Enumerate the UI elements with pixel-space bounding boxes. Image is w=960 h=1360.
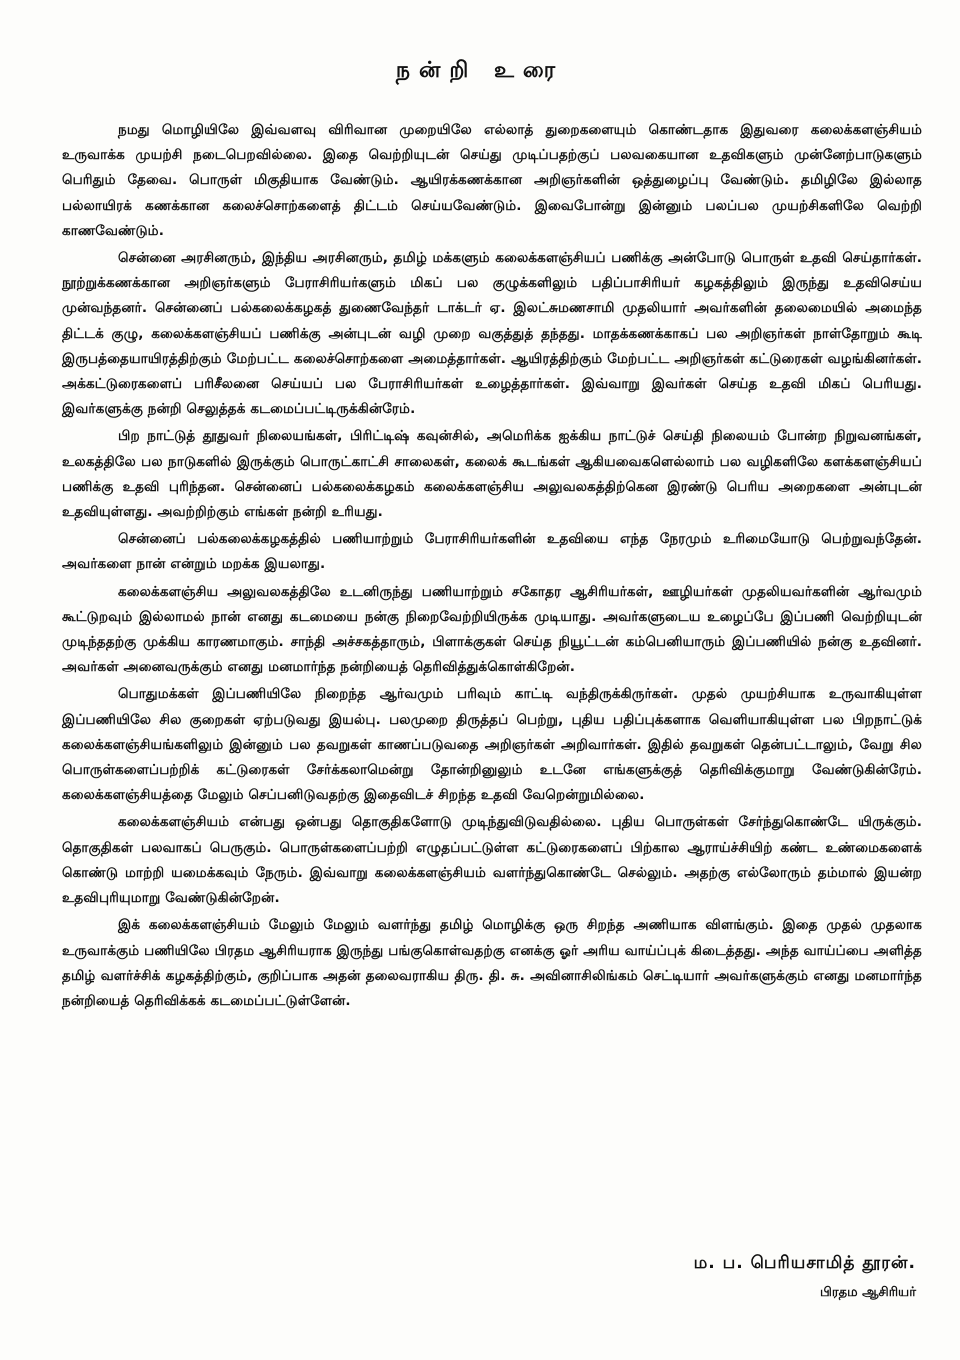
paragraph-2: சென்னை அரசினரும், இந்திய அரசினரும், தமிழ் மக்களும் கலைக்களஞ்சியப் பணிக்கு அன்போடு பொருள் உதவி செய்தார்கள். நூற்றுக்கணக்கான அறிஞர்களும் பேராசிரியர்களும் மிகப் பல குழுக்களிலும் பதிப்பாசிரியர் கழகத்திலும் இருந்து உதவிசெய்ய முன்வந்தனர். சென்னைப் பல்கலைக்கழகத் துணைவேந்தர் டாக்டர் ஏ. இலட்சுமணசாமி முதலியார் அவர்களின் தலைமையில் அமைந்த திட்டக் குழு, கலைக்களஞ்சியப் பணிக்கு அன்புடன் வழி முறை வகுத்துத் தந்தது. மாதக்கணக்காகப் பல அறிஞர்கள் நாள்தோறும் கூடி இருபத்தையாயிரத்திற்கும் மேற்பட்ட கலைச்சொற்களை அமைத்தார்கள். ஆயிரத்திற்கும் மேற்பட்ட அறிஞர்கள் கட்டுரைகள் வழங்கினர்கள். அக்கட்டுரைகளைப் பரிசீலனை செய்யப் பல பேராசிரியர்கள் உழைத்தார்கள். இவ்வாறு இவர்கள் செய்த உதவி மிகப் பெரியது. இவர்களுக்கு நன்றி செலுத்தக் கடமைப்பட்டிருக்கின்ரேம். [62,250,922,418]
paragraph-3: பிற நாட்டுத் தூதுவர் நிலையங்கள், பிரிட்டிஷ் கவுன்சில், அமெரிக்க ஐக்கிய நாட்டுச் செய்தி நிலையம் போன்ற நிறுவனங்கள், உலகத்திலே பல நாடுகளில் இருக்கும் பொருட்காட்சி சாலைகள், கலைக் கூடங்கள் ஆகியவைகளெல்லாம் பல வழிகளிலே களக்களஞ்சியப் பணிக்கு உதவி புரிந்தன. சென்னைப் பல்கலைக்கழகம் கலைக்களஞ்சிய அலுவலகத்திற்கென இரண்டு பெரிய அறைகளை அன்புடன் உதவியுள்ளது. அவற்றிற்கும் எங்கள் நன்றி உரியது. [62,428,922,521]
paragraph-5: கலைக்களஞ்சிய அலுவலகத்திலே உடனிருந்து பணியாற்றும் சகோதர ஆசிரியர்கள், ஊழியர்கள் முதலியவர்களின் ஆர்வமும் கூட்டுறவும் இல்லாமல் நான் எனது கடமையை நன்கு நிறைவேற்றியிருக்க முடியாது. அவர்களுடைய உழைப்பே இப்பணி வெற்றியுடன் முடிந்ததற்கு முக்கிய காரணமாகும். சாந்தி அச்சகத்தாரும், பிளாக்குகள் செய்த நியூட்டன் கம்பெனியாரும் இப்பணியில் நன்கு உதவினர். அவர்கள் அனைவருக்கும் எனது மனமார்ந்த நன்றியைத் தெரிவித்துக்கொள்கிறேன். [62,583,922,676]
paragraph-7: கலைக்களஞ்சியம் என்பது ஒன்பது தொகுதிகளோடு முடிந்துவிடுவதில்லை. புதிய பொருள்கள் சேர்ந்துகொண்டே யிருக்கும். தொகுதிகள் பலவாகப் பெருகும். பொருள்களைப்பற்றி எழுதப்பட்டுள்ள கட்டுரைகளைப் பிற்கால ஆராய்ச்சியிற் கண்ட உண்மைகளைக் கொண்டு மாற்றி யமைக்கவும் நேரும். இவ்வாறு கலைக்களஞ்சியம் வளர்ந்துகொண்டே செல்லும். அதற்கு எல்லோரும் தம்மால் இயன்ற உதவிபுரியுமாறு வேண்டுகின்றேன். [62,814,922,907]
signature-role: பிரதம ஆசிரியர் [820,1285,916,1300]
paragraph-6: பொதுமக்கள் இப்பணியிலே நிறைந்த ஆர்வமும் பரிவும் காட்டி வந்திருக்கிருர்கள். முதல் முயற்சியாக உருவாகியுள்ள இப்பணியிலே சில குறைகள் ஏற்படுவது இயல்பு. பலமுறை திருத்தப் பெற்று, புதிய பதிப்புக்களாக வெளியாகியுள்ள பல பிறநாட்டுக் கலைக்களஞ்சியங்களிலும் இன்னும் பல தவறுகள் காணப்படுவதை அறிஞர்கள் அறிவார்கள். இதில் தவறுகள் தென்பட்டாலும், வேறு சில பொருள்களைப்பற்றிக் கட்டுரைகள் சேர்க்கலாமென்று தோன்றினுலும் உடனே எங்களுக்குத் தெரிவிக்குமாறு வேண்டுகின்ரேம். கலைக்களஞ்சியத்தை மேலும் செப்பனிடுவதற்கு இதைவிடச் சிறந்த உதவி வேறென்றுமில்லை. [62,686,922,804]
page-title: நன்றி உரை [395,58,565,83]
body-text [62,118,922,1016]
paragraph-8: இக் கலைக்களஞ்சியம் மேலும் மேலும் வளர்ந்து தமிழ் மொழிக்கு ஒரு சிறந்த அணியாக விளங்கும். இதை முதல் முதலாக உருவாக்கும் பணியிலே பிரதம ஆசிரியராக இருந்து பங்குகொள்வதற்கு எனக்கு ஓர் அரிய வாய்ப்புக் கிடைத்தது. அந்த வாய்ப்பை அளித்த தமிழ் வளர்ச்சிக் கழகத்திற்கும், குறிப்பாக அதன் தலைவராகிய திரு. தி. சு. அவினாசிலிங்கம் செட்டியார் அவர்களுக்கும் எனது மனமார்ந்த நன்றியைத் தெரிவிக்கக் கடமைப்பட்டுள்ளேன். [62,917,922,1009]
paragraph-1: நமது மொழியிலே இவ்வளவு விரிவான முறையிலே எல்லாத் துறைகளையும் கொண்டதாக இதுவரை கலைக்களஞ்சியம் உருவாக்க முயற்சி நடைபெறவில்லை. இதை வெற்றியுடன் செய்து முடிப்பதற்குப் பலவகையான உதவிகளும் முன்னேற்பாடுகளும் பெரிதும் தேவை. பொருள் மிகுதியாக வேண்டும். ஆயிரக்கணக்கான அறிஞர்களின் ஒத்துழைப்பு வேண்டும். தமிழிலே இல்லாத பல்லாயிரக் கணக்கான கலைச்சொற்களைத் திட்டம் செய்யவேண்டும். இவைபோன்று இன்னும் பலப்பல முயற்சிகளிலே வெற்றி காணவேண்டும். [62,122,922,239]
signature-block [694,1253,916,1301]
paragraph-4: சென்னைப் பல்கலைக்கழகத்தில் பணியாற்றும் பேராசிரியர்களின் உதவியை எந்த நேரமும் உரிமையோடு பெற்றுவந்தேன். அவர்களை நான் என்றும் மறக்க இயலாது. [62,531,922,573]
signature-name: ம. ப. பெரியசாமித் தூரன். [693,1253,916,1273]
